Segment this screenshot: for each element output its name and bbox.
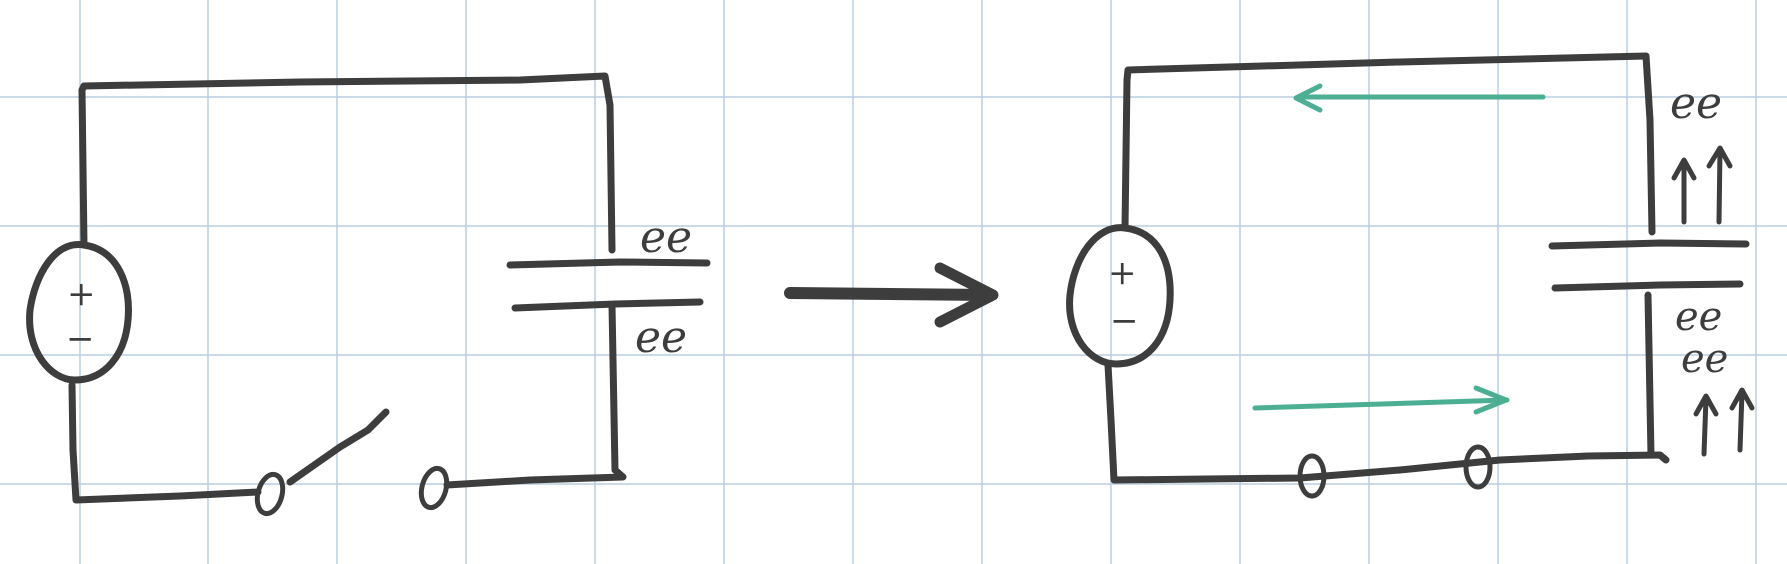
circuit-before: [30, 76, 707, 516]
source-minus-label: −: [66, 319, 95, 359]
switch-lever-open: [290, 412, 386, 482]
wire-top-left: [82, 76, 612, 250]
wire-bottom-right: [447, 305, 623, 485]
plate-top-charges: ee: [640, 212, 693, 263]
switch-contact-left: [253, 472, 287, 517]
wire-right-lower: [1648, 295, 1651, 455]
source-plus-label: +: [67, 274, 96, 314]
plate-bottom-charges: ee: [635, 312, 688, 363]
capacitor-plate-bottom: [515, 302, 700, 308]
current-arrow-top-icon: [1296, 86, 1543, 110]
top-charges-after: ee: [1670, 78, 1723, 129]
capacitor-plate-top-after: [1552, 243, 1746, 246]
bottom-charges-row1: ee: [1675, 294, 1723, 340]
circuit-after: [1070, 56, 1752, 496]
right-arrow-icon: [790, 268, 993, 322]
source-minus-label-after: −: [1110, 301, 1139, 341]
switch-contact-right-after: [1466, 447, 1490, 487]
bottom-charges-row2: ee: [1681, 336, 1729, 382]
source-plus-label-after: +: [1108, 253, 1137, 293]
wire-bottom-left: [72, 385, 258, 500]
switch-contact-right: [417, 466, 451, 511]
voltage-source-body-after: [1070, 228, 1171, 364]
current-arrow-bottom-icon: [1255, 388, 1507, 412]
wire-top-right: [1125, 56, 1652, 232]
capacitor-plate-bottom-after: [1555, 284, 1740, 288]
wire-bottom-after: [1108, 365, 1666, 480]
